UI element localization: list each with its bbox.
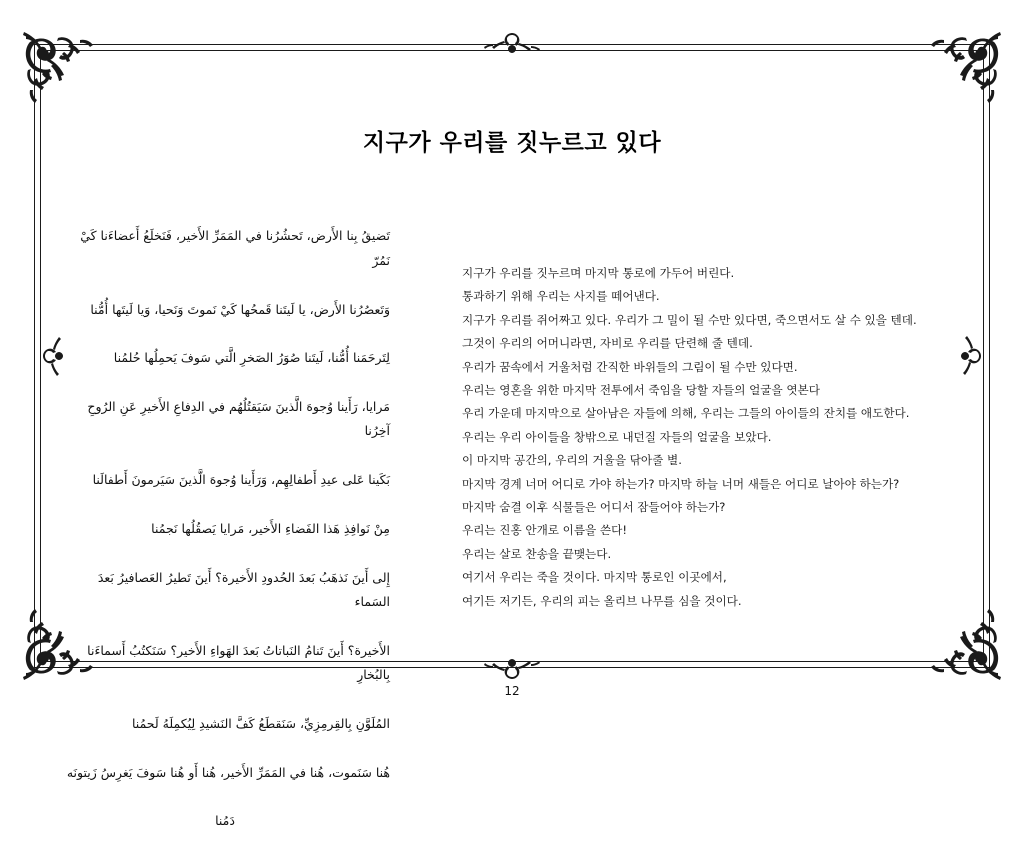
korean-line: 마지막 숨결 이후 식물들은 어디서 잠들어야 하는가? [462,500,726,515]
korean-poem-column [462,262,962,613]
korean-line: 우리가 꿈속에서 거울처럼 간직한 바위들의 그림이 될 수만 있다면. [462,359,798,374]
arabic-line: مِنْ نَوافِذِ هَذا الفَضاءِ الأَخير، مَرايا يَصقُلُها نَجمُنا [151,520,390,536]
page-title: 지구가 우리를 짓누르고 있다 [362,130,662,156]
arabic-line: المُلَوَّنِ بِالقِرمِزِيِّ، سَنَقطَعُ كَفَّ النَشيدِ لِيُكمِلَهُ لَحمُنا [132,715,390,731]
korean-line: 지구가 우리를 쥐어짜고 있다. 우리가 그 밀이 될 수만 있다면, 죽으면서도 살 수 있을 텐데. [462,312,917,327]
korean-line: 지구가 우리를 짓누르며 마지막 통로에 가두어 버린다. [462,266,735,280]
korean-line: 그것이 우리의 어머니라면, 자비로 우리를 단련해 줄 텐데. [462,336,753,351]
arabic-line: وَتَعصُرُنا الأَرض، يا لَيتَنا قَمحُها كَيْ نَموتَ وَنَحيا، وَيا لَيتَها أُمُّنا [90,301,390,317]
korean-line: 우리 가운데 마지막으로 살아남은 자들에 의해, 우리는 그들의 아이들의 잔치를 애도한다. [462,406,910,421]
arabic-line: هُنا سَنَموت، هُنا في المَمَرِّ الأَخير، هُنا أَو هُنا سَوفَ يَغرِسُ زَيتونَه [66,764,390,780]
arabic-line: مَرايا، رَأَينا وُجوهَ الَّذينَ سَيَقتُلُهُم في الدِفاعِ الأَخيرِ عَنِ الرُوحِ آخِرُنا [87,399,390,439]
arabic-line: تَضيقُ بِنا الأَرض، تَحشُرُنا في المَمَرِّ الأَخير، فَنَخلَعُ أَعضاءَنا كَيْ نَمُرّ [80,228,390,268]
page-number: 12 [504,684,520,698]
arabic-line: لِتَرحَمَنا أُمُّنا، لَيتَنا صُوَرُ الصَخرِ الَّتي سَوفَ يَحمِلُها حُلمُنا [113,350,390,366]
arabic-line: بَكَينا عَلى عيدِ أَطفالِهِم، وَرَأَينا وُجوهَ الَّذينَ سَيَرمونَ أَطفالَنا [92,472,390,488]
arabic-poem-column [60,200,396,858]
korean-line: 이 마지막 공간의, 우리의 거울을 닦아줄 별. [462,453,682,468]
korean-line: 우리는 영혼을 위한 마지막 전투에서 죽임을 당할 자들의 얼굴을 엿본다 [462,383,820,398]
arabic-line: إِلى أَينَ نَذهَبُ بَعدَ الحُدودِ الأَخيرة؟ أَينَ تَطيرُ العَصافيرُ بَعدَ السَماء [97,569,390,609]
korean-line: 우리는 살로 찬송을 끝맺는다. [462,546,612,561]
korean-line: 우리는 진홍 안개로 이름을 쓴다! [462,523,627,538]
korean-line: 여기서 우리는 죽을 것이다. 마지막 통로인 이곳에서, [462,570,727,585]
korean-line: 여기든 저기든, 우리의 피는 올리브 나무를 심을 것이다. [462,593,742,608]
edge-ornament-top-icon [477,29,547,59]
korean-line: 마지막 경계 너머 어디로 가야 하는가? 마지막 하늘 너머 새들은 어디로 날아야 하는가? [462,476,900,491]
korean-line: 통과하기 위해 우리는 사지를 떼어낸다. [462,289,660,304]
poem-columns [60,200,964,858]
korean-line: 우리는 우리 아이들을 창밖으로 내던질 자들의 얼굴을 보았다. [462,429,772,444]
arabic-line: الأَخيرة؟ أَينَ تَنامُ النَباتاتُ بَعدَ الهَواءِ الأَخير؟ سَنَكتُبُ أَسماءَنا بِالبُخارِ [87,642,390,683]
arabic-line: دَمُنا [215,813,235,829]
